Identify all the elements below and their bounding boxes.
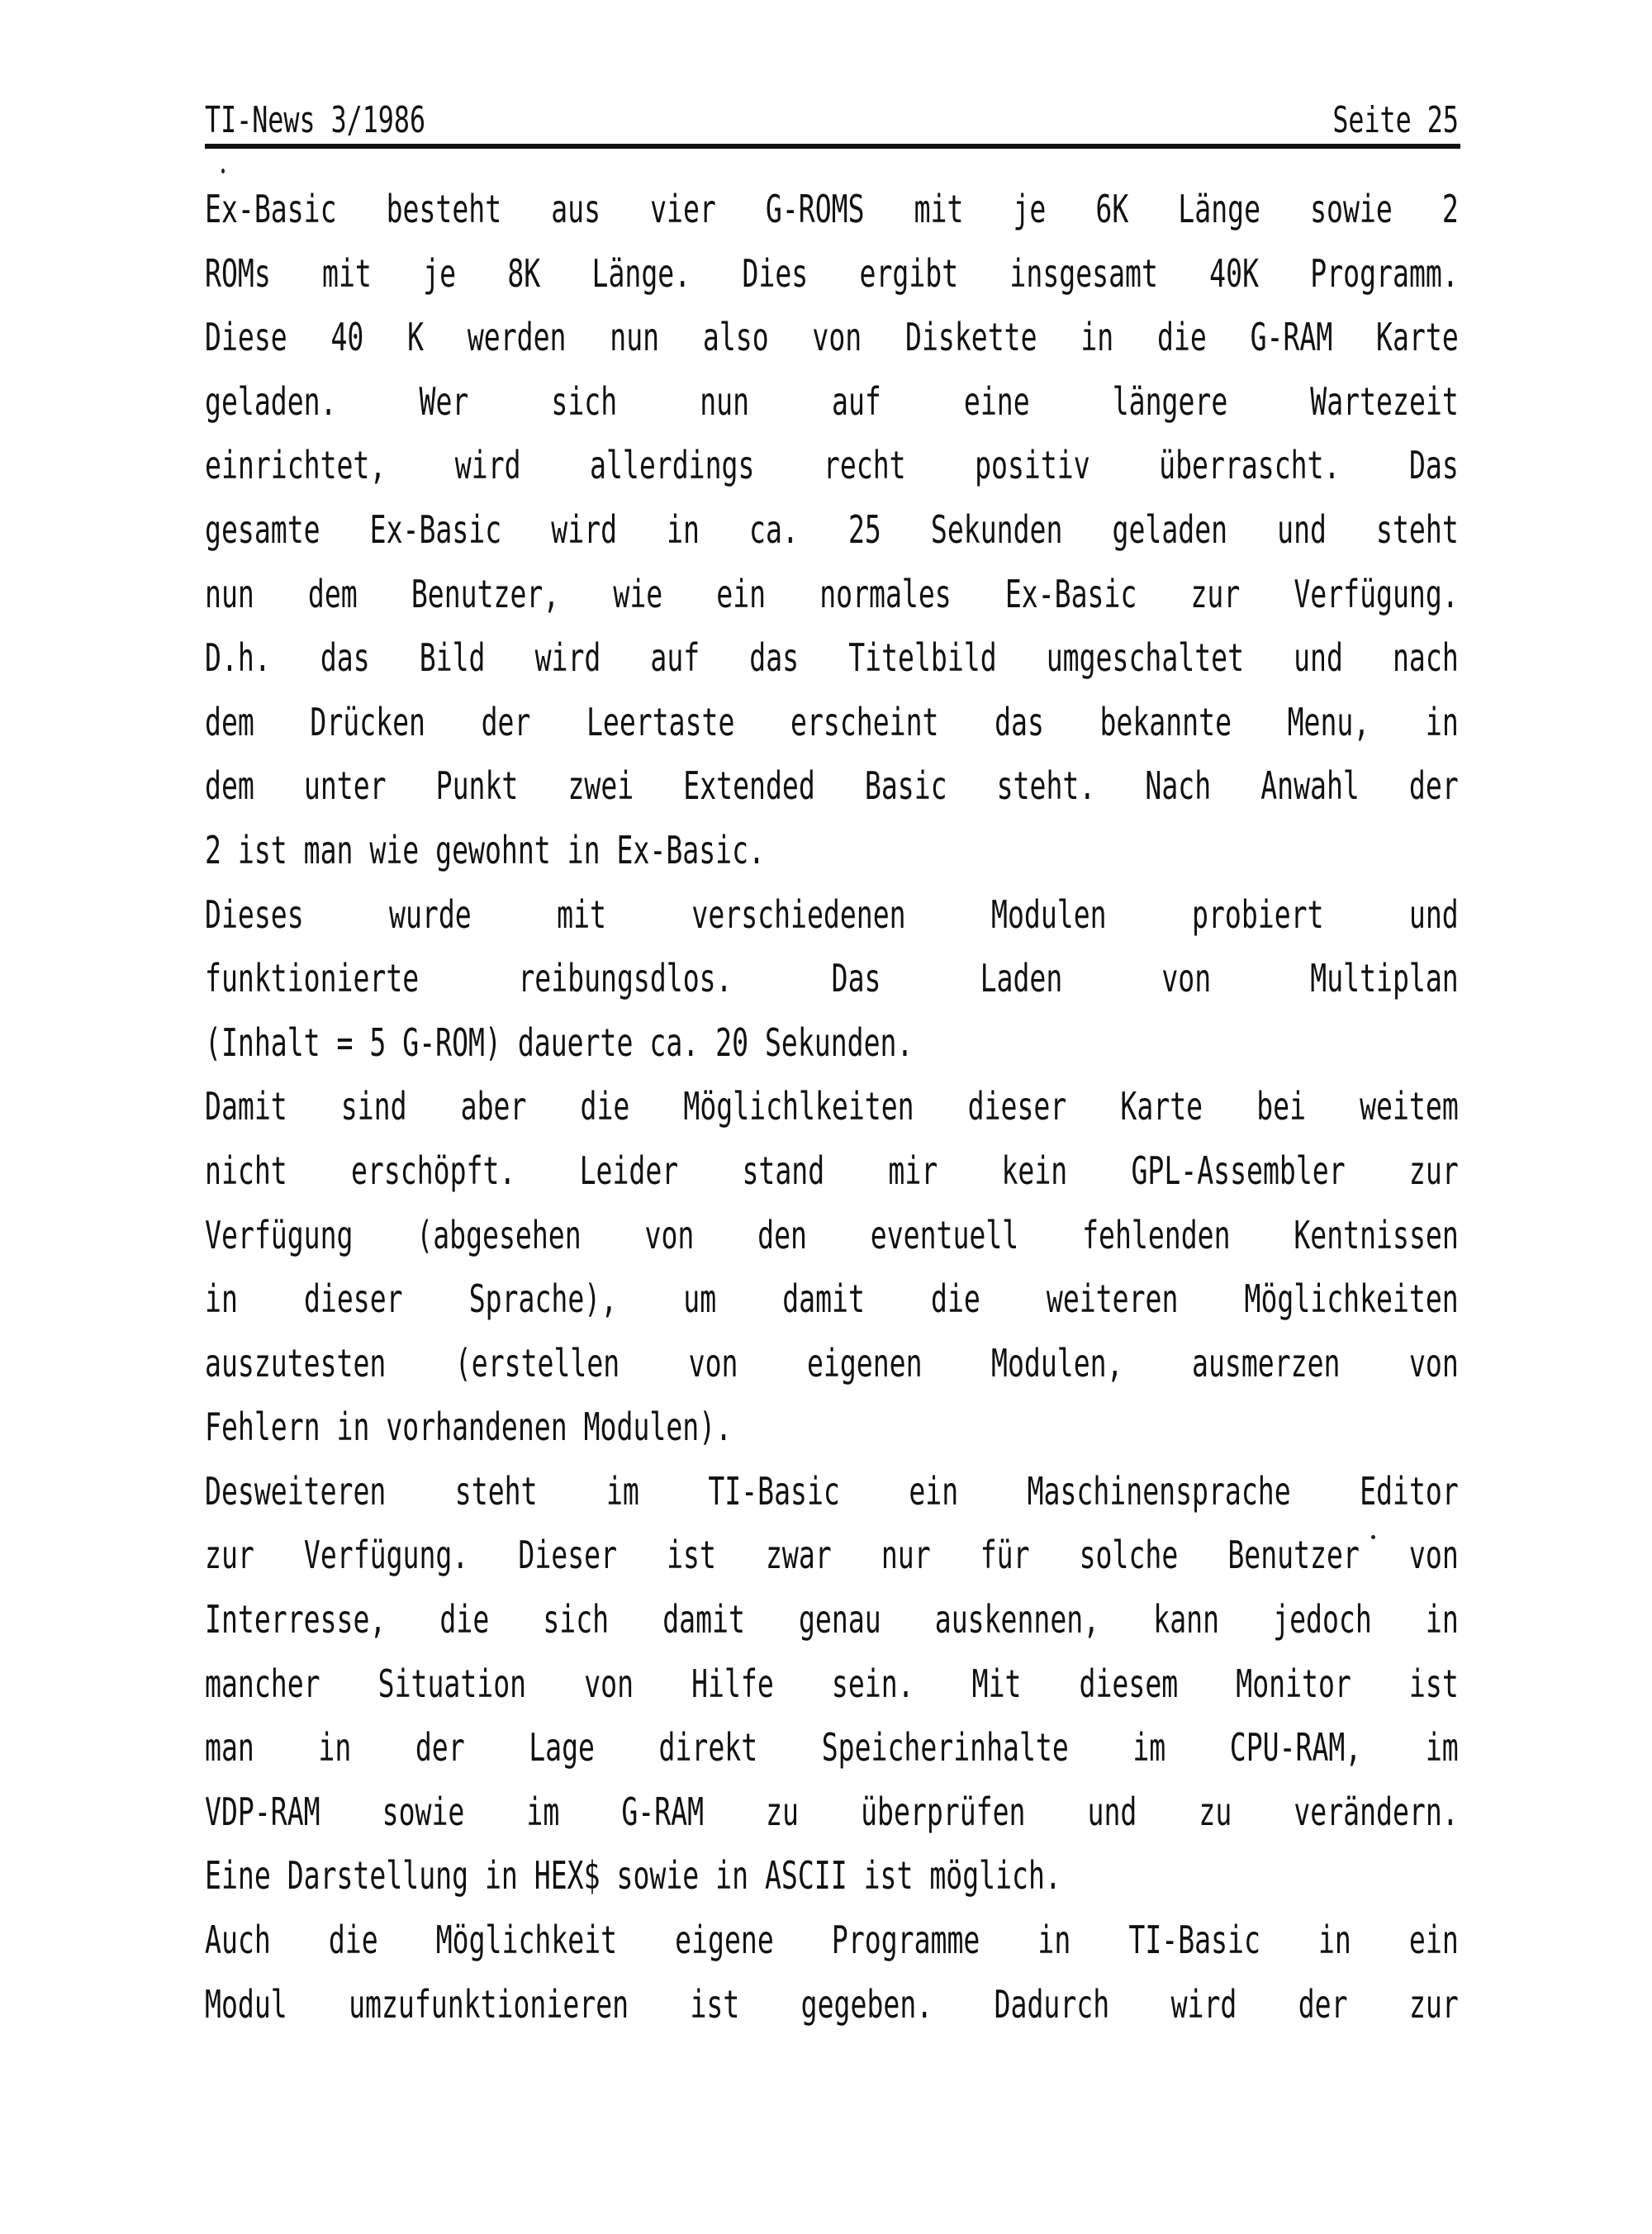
text-line-content: auszutesten (erstellen von eigenen Modulen, ausmerzen von	[205, 1340, 1459, 1386]
article-body	[205, 178, 1459, 2037]
text-line-content: dem Drücken der Leertaste erscheint das bekannte Menu, in	[205, 699, 1459, 744]
text-line-content: Auch die Möglichkeit eigene Programme in TI-Basic in ein	[205, 1918, 1459, 1963]
text-line	[205, 1652, 1459, 1717]
text-line-content: Verfügung (abgesehen von den eventuell fehlenden Kentnissen	[205, 1212, 1459, 1257]
text-line	[205, 947, 1459, 1011]
text-line	[205, 754, 1459, 819]
text-line	[205, 434, 1459, 498]
text-line-content: VDP-RAM sowie im G-RAM zu überprüfen und zu verändern.	[205, 1789, 1459, 1834]
text-line	[205, 242, 1459, 307]
text-line-content: D.h. das Bild wird auf das Titelbild umgeschaltet und nach	[205, 635, 1459, 681]
text-line-content: nicht erschöpft. Leider stand mir kein GPL-Assembler zur	[205, 1148, 1459, 1193]
publication-title: TI-News 3/1986	[205, 99, 426, 141]
text-line	[205, 819, 1459, 883]
text-line-content: Interresse, die sich damit genau auskennen, kann jedoch in	[205, 1597, 1459, 1642]
text-line-content: geladen. Wer sich nun auf eine längere Wartezeit	[205, 378, 1459, 424]
text-line	[205, 1332, 1459, 1396]
text-line-content: (Inhalt = 5 G-ROM) dauerte ca. 20 Sekunden.	[205, 1020, 914, 1065]
text-line-content: in dieser Sprache), um damit die weiteren Möglichkeiten	[205, 1276, 1459, 1322]
text-line	[205, 1267, 1459, 1332]
text-line-content: funktionierte reibungsdlos. Das Laden von Multiplan	[205, 956, 1459, 1001]
text-line	[205, 1908, 1459, 1973]
text-line-content: nun dem Benutzer, wie ein normales Ex-Basic zur Verfügung.	[205, 571, 1459, 616]
text-line-content: Diese 40 K werden nun also von Diskette in die G-RAM Karte	[205, 315, 1459, 360]
text-line-content: Damit sind aber die Möglichlkeiten dieser Karte bei weitem	[205, 1084, 1459, 1129]
text-line-content: Fehlern in vorhandenen Modulen).	[205, 1405, 733, 1450]
text-line-content: ROMs mit je 8K Länge. Dies ergibt insgesamt 40K Programm.	[205, 250, 1459, 296]
text-line-content: Dieses wurde mit verschiedenen Modulen probiert und	[205, 891, 1459, 937]
text-line-content: Desweiteren steht im TI-Basic ein Maschinensprache Editor	[205, 1468, 1459, 1514]
text-line	[205, 1588, 1459, 1652]
text-line	[205, 1716, 1459, 1780]
page-number: Seite 25	[1332, 99, 1459, 141]
text-line	[205, 1844, 1459, 1908]
scan-speck	[221, 169, 225, 173]
text-line-content: mancher Situation von Hilfe sein. Mit diesem Monitor ist	[205, 1661, 1459, 1706]
text-line	[205, 1973, 1459, 2037]
text-line-content: einrichtet, wird allerdings recht positiv überrascht. Das	[205, 443, 1459, 488]
text-line	[205, 1011, 1459, 1076]
text-line-content: Ex-Basic besteht aus vier G-ROMS mit je 6K Länge sowie 2	[205, 187, 1459, 231]
text-line-content: Modul umzufunktionieren ist gegeben. Dadurch wird der zur	[205, 1981, 1459, 2027]
text-line	[205, 1204, 1459, 1268]
text-line	[205, 1139, 1459, 1204]
text-line	[205, 883, 1459, 948]
text-line	[205, 1523, 1459, 1588]
text-line-content: 2 ist man wie gewohnt in Ex-Basic.	[205, 827, 765, 872]
text-line-content: Eine Darstellung in HEX$ sowie in ASCII ist möglich.	[205, 1853, 1061, 1899]
text-line	[205, 370, 1459, 435]
text-line-content: man in der Lage direkt Speicherinhalte im CPU-RAM, im	[205, 1725, 1459, 1771]
text-line	[205, 1395, 1459, 1460]
page-header	[205, 97, 1459, 144]
text-line	[205, 563, 1459, 627]
text-line-content: dem unter Punkt zwei Extended Basic steht. Nach Anwahl der	[205, 763, 1459, 809]
text-line-content: zur Verfügung. Dieser ist zwar nur für solche Benutzer von	[205, 1533, 1459, 1578]
text-line	[205, 691, 1459, 755]
text-line-content: gesamte Ex-Basic wird in ca. 25 Sekunden geladen und steht	[205, 506, 1459, 552]
header-rule	[205, 144, 1460, 149]
text-line	[205, 498, 1459, 563]
text-line	[205, 178, 1459, 242]
text-line	[205, 626, 1459, 691]
text-line	[205, 306, 1459, 370]
text-line	[205, 1780, 1459, 1845]
text-line	[205, 1460, 1459, 1524]
text-line	[205, 1075, 1459, 1139]
